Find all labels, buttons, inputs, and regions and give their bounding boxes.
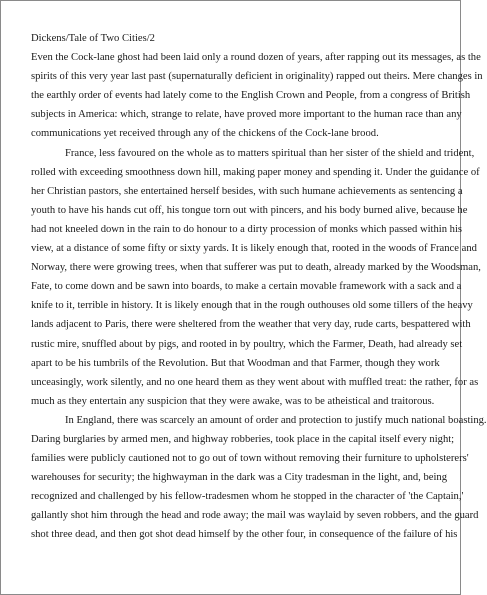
text-line: families were publicly cautioned not to go out of town without removing their furniture to upholsterers': [31, 453, 469, 465]
text-line: youth to have his hands cut off, his tongue torn out with pincers, and his body burned alive, because he: [31, 204, 468, 216]
text-line: her Christian pastors, she entertained herself besides, with such humane achievements as sentencing a: [31, 185, 463, 197]
paragraph-1: [31, 48, 483, 143]
text-line: spirits of this very year last past (supernaturally deficient in originality) rapped out theirs. Mere changes in: [31, 71, 483, 83]
text-line: In England, there was scarcely an amount of order and protection to justify much national boasting.: [65, 414, 487, 426]
running-header: Dickens/Tale of Two Cities/2: [31, 33, 155, 44]
document-body: [31, 29, 487, 545]
paragraph-3: [31, 411, 487, 545]
text-line: Norway, there were growing trees, when that sufferer was put to death, already marked by the Woodsman,: [31, 262, 481, 274]
text-line: shot three dead, and then got shot dead himself by the other four, in consequence of the failure of his: [31, 529, 458, 541]
text-line: subjects in America: which, strange to relate, have proved more important to the human race than any: [31, 109, 462, 121]
text-line: recognized and challenged by his fellow-tradesmen whom he stopped in the character of 'the Captain,': [31, 491, 464, 503]
text-line: had not kneeled down in the rain to do honour to a dirty procession of monks which passed within his: [31, 223, 463, 235]
text-line: the earthly order of events had lately come to the English Crown and People, from a congress of British: [31, 90, 471, 102]
text-line: lands adjacent to Paris, there were sheltered from the weather that very day, rude carts, bespattered with: [31, 319, 471, 331]
paragraph-2: [31, 144, 481, 411]
text-line: knife to it, terrible in history. It is likely enough that in the rough outhouses old some tillers of the heavy: [31, 300, 473, 312]
text-line: unceasingly, work silently, and no one heard them as they went about with muffled treat: the rather, for as: [31, 376, 479, 388]
text-line: rustic mire, snuffled about by pigs, and rooted in by poultry, which the Farmer, Death, had already set: [31, 338, 463, 350]
text-line: apart to be his tumbrils of the Revolution. But that Woodman and that Farmer, though they work: [31, 357, 440, 369]
text-line: warehouses for security; the highwayman in the dark was a City tradesman in the light, and, being: [31, 472, 447, 484]
text-line: rolled with exceeding smoothness down hill, making paper money and spending it. Under the guidance of: [31, 166, 480, 178]
text-line: Fate, to come down and be sawn into boards, to make a certain movable framework with a sack and a: [31, 281, 462, 293]
text-line: much as they entertain any suspicion that they were awake, was to be atheistical and traitorous.: [31, 395, 435, 407]
text-line: view, at a distance of some fifty or sixty yards. It is likely enough that, rooted in the woods of France and: [31, 243, 477, 255]
text-line: communications yet received through any of the chickens of the Cock-lane brood.: [31, 128, 379, 140]
text-line: France, less favoured on the whole as to matters spiritual than her sister of the shield and trident,: [65, 147, 475, 159]
text-line: Daring burglaries by armed men, and highway robberies, took place in the capital itself every night;: [31, 433, 455, 445]
text-line: gallantly shot him through the head and rode away; the mail was waylaid by seven robbers, and the guard: [31, 510, 479, 522]
text-line: Even the Cock-lane ghost had been laid only a round dozen of years, after rapping out its messages, as the: [31, 52, 481, 64]
